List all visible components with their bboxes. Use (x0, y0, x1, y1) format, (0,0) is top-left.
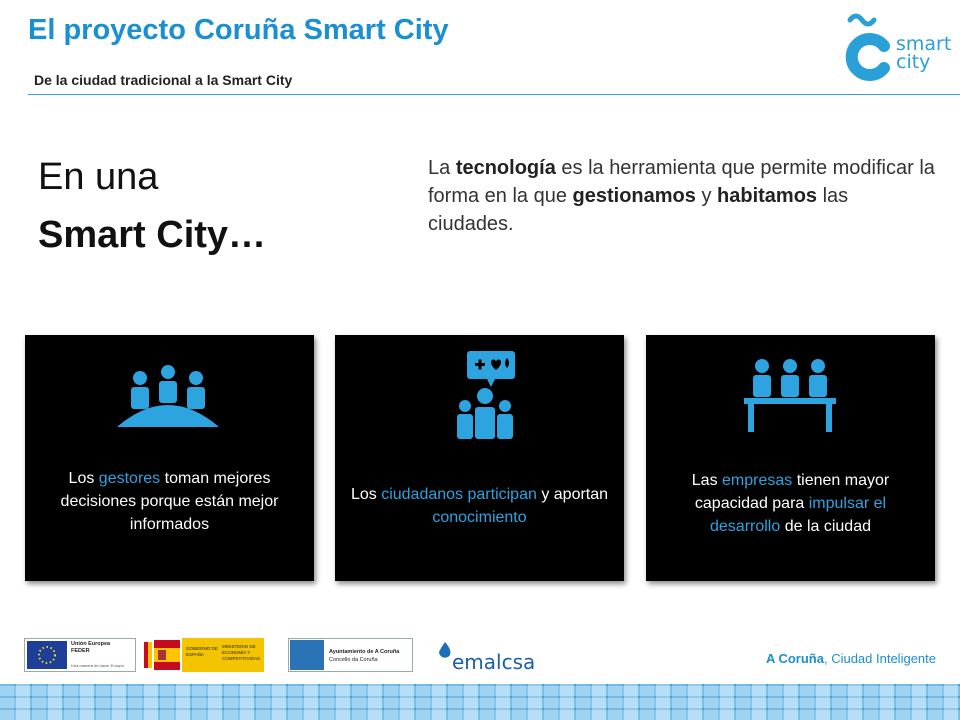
ayuntamiento-name: Ayuntamiento de A Coruña (329, 649, 400, 655)
eu-fund: FEDER (71, 648, 90, 654)
footer-tagline (766, 651, 936, 666)
business-table-icon (740, 357, 840, 435)
card-gestores (25, 335, 314, 581)
card-text: de la ciudad (780, 518, 871, 535)
gov-name: GOBIERNO DE ESPAÑA (186, 646, 218, 657)
ayuntamiento-logo (288, 638, 413, 672)
section-heading (38, 148, 266, 264)
group-meeting-icon (113, 365, 223, 435)
intro-paragraph (428, 154, 938, 238)
citizens-speech-icon (445, 349, 525, 443)
card-highlight: empresas (722, 472, 793, 489)
spain-flag-icon (142, 638, 182, 672)
heading-line2: Smart City… (38, 214, 267, 256)
card-highlight: conocimiento (432, 509, 527, 526)
concello-name: Concello da Coruña (329, 657, 378, 663)
eu-feder-logo (24, 638, 136, 672)
card-highlight: ciudadanos participan (381, 486, 537, 503)
card-text: Las (691, 472, 723, 489)
intro-text: La (428, 157, 456, 179)
intro-text: las ciudades. (428, 185, 849, 235)
intro-bold: habitamos (717, 185, 818, 207)
ministry-name: MINISTERIO DE ECONOMÍA Y COMPETITIVIDAD (222, 644, 261, 661)
intro-text: y (695, 185, 718, 207)
page-title: El proyecto Coruña Smart City (28, 14, 449, 46)
card-empresas-text (660, 469, 921, 538)
card-text: y aportan (536, 486, 609, 503)
card-text: toman mejores decisiones porque están mejor informados (60, 470, 279, 533)
intro-text: es la herramienta que permite modificar la forma en la que (428, 157, 935, 207)
card-highlight: gestores (98, 470, 161, 487)
card-text: Los (68, 470, 99, 487)
logo-word-smart: smart (896, 33, 952, 55)
card-highlight: impulsar el desarrollo (710, 495, 887, 535)
card-ciudadanos-text (349, 483, 610, 529)
decorative-bottom-band (0, 684, 960, 720)
footer-tagline-bold: A Coruña (765, 651, 824, 666)
intro-bold: tecnología (455, 157, 556, 179)
emalcsa-name: emalcsa (452, 650, 536, 674)
gobierno-espana-logo (142, 638, 264, 672)
header-divider (28, 94, 960, 95)
smart-city-logo (838, 6, 952, 86)
eu-flag-icon (27, 641, 67, 669)
eu-motto: Una manera de hacer Europa (71, 663, 124, 668)
card-text: Los (350, 486, 382, 503)
eu-name: Unión Europea (71, 641, 111, 647)
page-subtitle: De la ciudad tradicional a la Smart City (34, 72, 293, 88)
card-text: tienen mayor capacidad para (694, 472, 890, 512)
heading-line1: En una (38, 156, 159, 198)
card-empresas (646, 335, 935, 581)
intro-bold: gestionamos (572, 185, 696, 207)
footer-tagline-text: , Ciudad Inteligente (823, 651, 936, 666)
emalcsa-logo (432, 640, 542, 672)
card-ciudadanos (335, 335, 624, 581)
card-gestores-text (39, 467, 300, 536)
ayuntamiento-shield-icon (290, 640, 324, 670)
logo-word-city: city (896, 51, 931, 73)
